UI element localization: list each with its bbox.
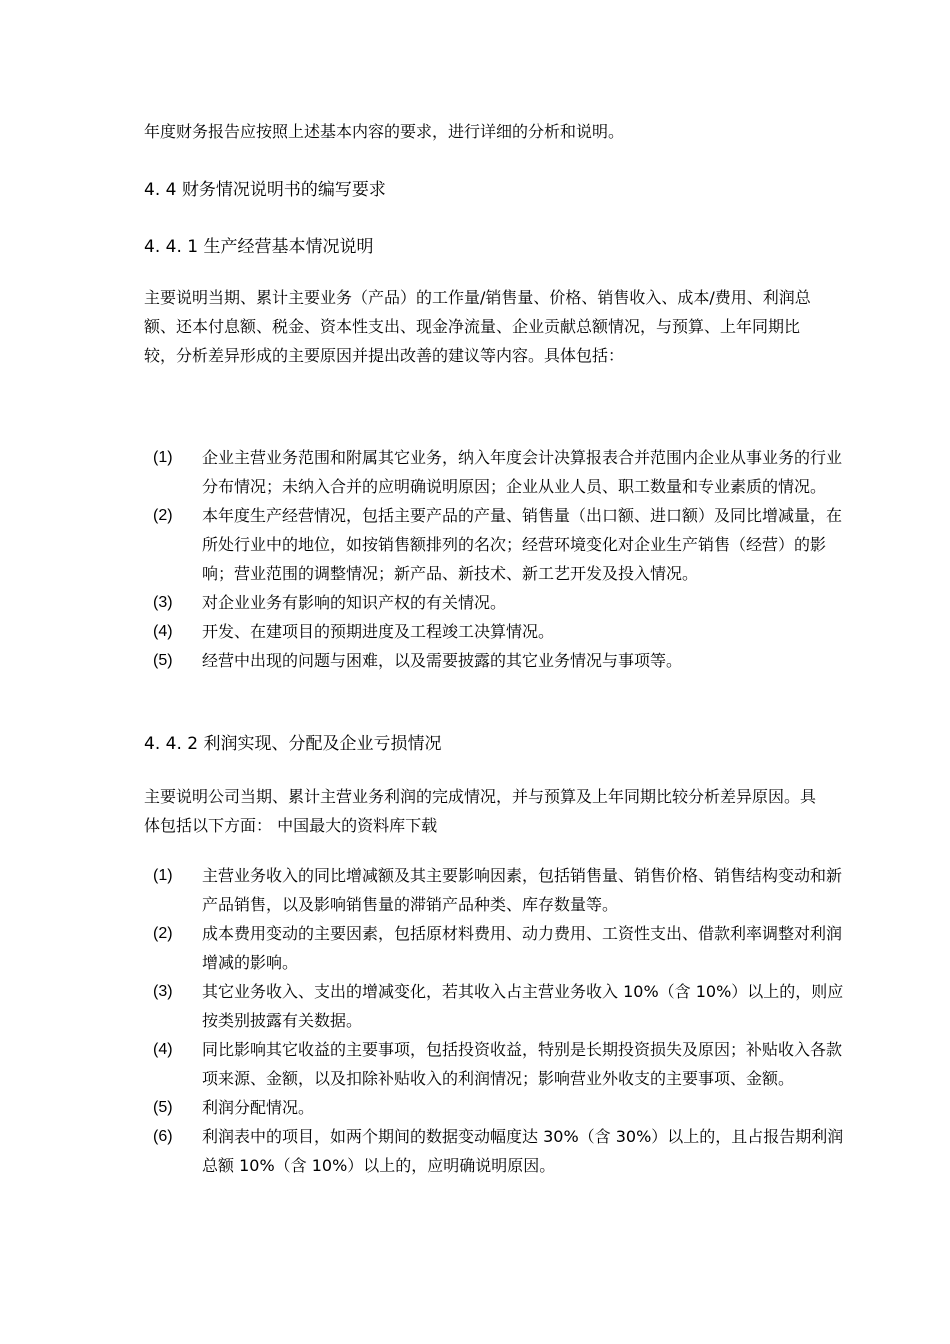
list-item-text: 本年度生产经营情况，包括主要产品的产量、销售量（出口额、进口额）及同比增减量，在所处行业中的地位，如按销售额排列的名次；经营环境变化对企业生产销售（经营）的影响；营业范围的调整情况；新产品、新技术、新工艺开发及投入情况。 [202, 506, 843, 583]
section-heading-4-4-1: 4. 4. 1 生产经营基本情况说明 [144, 237, 374, 257]
list-item-text: 开发、在建项目的预期进度及工程竣工决算情况。 [202, 622, 555, 641]
list-item [144, 861, 844, 919]
list-item [144, 1035, 844, 1093]
list-item-number: (3) [153, 983, 173, 1000]
list-item-text: 利润分配情况。 [202, 1098, 315, 1117]
list-item-text: 利润表中的项目，如两个期间的数据变动幅度达 30%（含 30%）以上的，且占报告期利润总额 10%（含 10%）以上的，应明确说明原因。 [202, 1127, 844, 1175]
list-item [144, 646, 844, 675]
section-4-4-2-list [144, 861, 844, 1180]
list-item-number: (4) [153, 1041, 173, 1058]
list-item-number: (4) [153, 623, 173, 640]
section-heading-4-4: 4. 4 财务情况说明书的编写要求 [144, 180, 386, 200]
list-item-number: (5) [153, 1099, 173, 1116]
list-item [144, 1093, 844, 1122]
section-heading-4-4-2: 4. 4. 2 利润实现、分配及企业亏损情况 [144, 734, 442, 754]
list-item-number: (6) [153, 1128, 173, 1145]
list-item-text: 企业主营业务范围和附属其它业务，纳入年度会计决算报表合并范围内企业从事业务的行业分布情况；未纳入合并的应明确说明原因；企业从业人员、职工数量和专业素质的情况。 [202, 448, 843, 496]
list-item-text: 经营中出现的问题与困难，以及需要披露的其它业务情况与事项等。 [202, 651, 683, 670]
list-item [144, 617, 844, 646]
list-item-number: (3) [153, 594, 173, 611]
list-item-number: (2) [153, 507, 173, 524]
section-4-4-2-paragraph-text: 主要说明公司当期、累计主营业务利润的完成情况，并与预算及上年同期比较分析差异原因。具体包括以下方面： [144, 787, 817, 835]
list-item-text: 对企业业务有影响的知识产权的有关情况。 [202, 593, 507, 612]
list-item-text: 主营业务收入的同比增减额及其主要影响因素，包括销售量、销售价格、销售结构变动和新产品销售，以及影响销售量的滞销产品种类、库存数量等。 [202, 866, 843, 914]
download-promo-text: 中国最大的资料库下载 [277, 818, 438, 835]
list-item-number: (1) [153, 867, 173, 884]
list-item [144, 588, 844, 617]
section-4-4-1-paragraph: 主要说明当期、累计主要业务（产品）的工作量/销售量、价格、销售收入、成本/费用、利润总额、还本付息额、税金、资本性支出、现金净流量、企业贡献总额情况，与预算、上年同期比较，分析差异形成的主要原因并提出改善的建议等内容。具体包括： [144, 288, 811, 365]
list-item [144, 919, 844, 977]
list-item [144, 977, 844, 1035]
intro-paragraph: 年度财务报告应按照上述基本内容的要求，进行详细的分析和说明。 [144, 122, 625, 141]
list-item-text: 成本费用变动的主要因素，包括原材料费用、动力费用、工资性支出、借款利率调整对利润增减的影响。 [202, 924, 843, 972]
list-item-number: (1) [153, 449, 173, 466]
section-4-4-2-paragraph [144, 782, 824, 841]
list-item [144, 443, 844, 501]
list-item [144, 1122, 844, 1180]
list-item-number: (2) [153, 925, 173, 942]
section-4-4-1-list [144, 443, 844, 675]
list-item-text: 其它业务收入、支出的增减变化，若其收入占主营业务收入 10%（含 10%）以上的，则应按类别披露有关数据。 [202, 982, 844, 1030]
list-item [144, 501, 844, 588]
list-item-number: (5) [153, 652, 173, 669]
list-item-text: 同比影响其它收益的主要事项，包括投资收益，特别是长期投资损失及原因；补贴收入各款项来源、金额，以及扣除补贴收入的利润情况；影响营业外收支的主要事项、金额。 [202, 1040, 843, 1088]
